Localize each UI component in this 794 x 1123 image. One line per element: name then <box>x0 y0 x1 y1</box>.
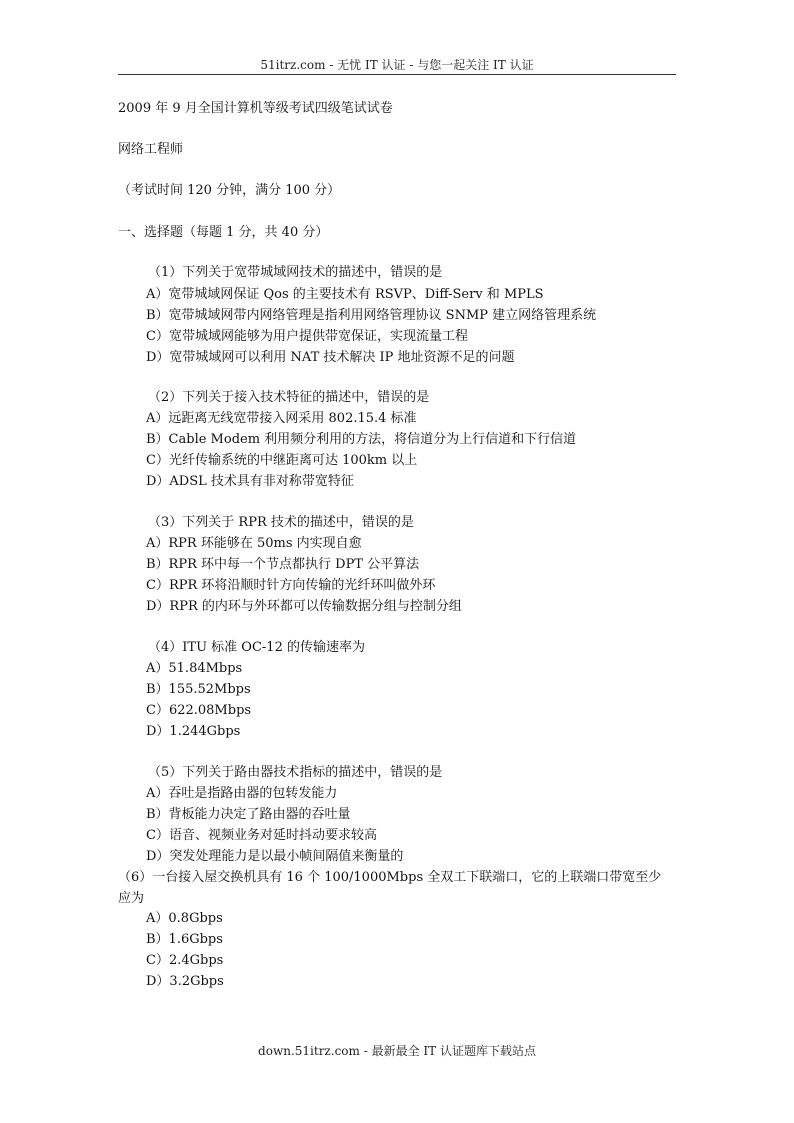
question-6-option-a: A）0.8Gbps <box>146 911 223 926</box>
exam-info: （考试时间 120 分钟，满分 100 分） <box>118 183 341 198</box>
document-title: 2009 年 9 月全国计算机等级考试四级笔试试卷 <box>118 101 393 116</box>
question-1-option-b: B）宽带城域网带内网络管理是指利用网络管理协议 SNMP 建立网络管理系统 <box>146 308 597 323</box>
question-1-option-c: C）宽带城域网能够为用户提供带宽保证，实现流量工程 <box>146 329 468 344</box>
question-2-option-b: B）Cable Modem 利用频分利用的方法，将信道分为上行信道和下行信道 <box>146 432 577 447</box>
question-5-option-b: B）背板能力决定了路由器的吞吐量 <box>146 807 351 822</box>
question-1-option-a: A）宽带城域网保证 Qos 的主要技术有 RSVP、Diff-Serv 和 MPLS <box>146 287 544 302</box>
question-3-option-c: C）RPR 环将沿顺时针方向传输的光纤环叫做外环 <box>146 578 436 593</box>
question-4-option-b: B）155.52Mbps <box>146 682 251 697</box>
document-subtitle: 网络工程师 <box>118 142 184 157</box>
question-2-option-d: D）ADSL 技术具有非对称带宽特征 <box>146 474 354 489</box>
question-6-option-c: C）2.4Gbps <box>146 953 224 968</box>
question-6-option-b: B）1.6Gbps <box>146 932 223 947</box>
question-4-option-c: C）622.08Mbps <box>146 703 252 718</box>
section-heading: 一、选择题（每题 1 分，共 40 分） <box>118 225 329 240</box>
question-5: （5）下列关于路由器技术指标的描述中，错误的是 <box>148 765 443 780</box>
question-5-option-a: A）吞吐是指路由器的包转发能力 <box>146 786 338 801</box>
question-6-option-d: D）3.2Gbps <box>146 974 224 989</box>
header-rule <box>118 74 676 75</box>
question-4: （4）ITU 标准 OC-12 的传输速率为 <box>148 640 365 655</box>
question-3-option-a: A）RPR 环能够在 50ms 内实现自愈 <box>146 536 362 551</box>
question-3-option-d: D）RPR 的内环与外环都可以传输数据分组与控制分组 <box>146 599 462 614</box>
question-6: （6）一台接入屋交换机具有 16 个 100/1000Mbps 全双工下联端口，它的上联端口带宽至少 <box>118 870 662 885</box>
question-1: （1）下列关于宽带城域网技术的描述中，错误的是 <box>148 265 443 280</box>
question-5-option-c: C）语音、视频业务对延时抖动要求较高 <box>146 828 377 843</box>
question-3: （3）下列关于 RPR 技术的描述中，错误的是 <box>148 515 414 530</box>
question-1-option-d: D）宽带城域网可以利用 NAT 技术解决 IP 地址资源不足的问题 <box>146 350 515 365</box>
question-2-option-a: A）远距离无线宽带接入网采用 802.15.4 标准 <box>146 411 417 426</box>
page-header: 51itrz.com - 无忧 IT 认证 - 与您一起关注 IT 认证 <box>260 58 534 72</box>
question-4-option-a: A）51.84Mbps <box>146 661 243 676</box>
page-footer: down.51itrz.com - 最新最全 IT 认证题库下载站点 <box>258 1044 536 1058</box>
question-4-option-d: D）1.244Gbps <box>146 724 241 739</box>
question-2: （2）下列关于接入技术特征的描述中，错误的是 <box>148 390 430 405</box>
question-2-option-c: C）光纤传输系统的中继距离可达 100km 以上 <box>146 453 418 468</box>
question-5-option-d: D）突发处理能力是以最小帧间隔值来衡量的 <box>146 849 404 864</box>
question-3-option-b: B）RPR 环中每一个节点都执行 DPT 公平算法 <box>146 557 420 572</box>
question-6-continued: 应为 <box>118 891 145 906</box>
